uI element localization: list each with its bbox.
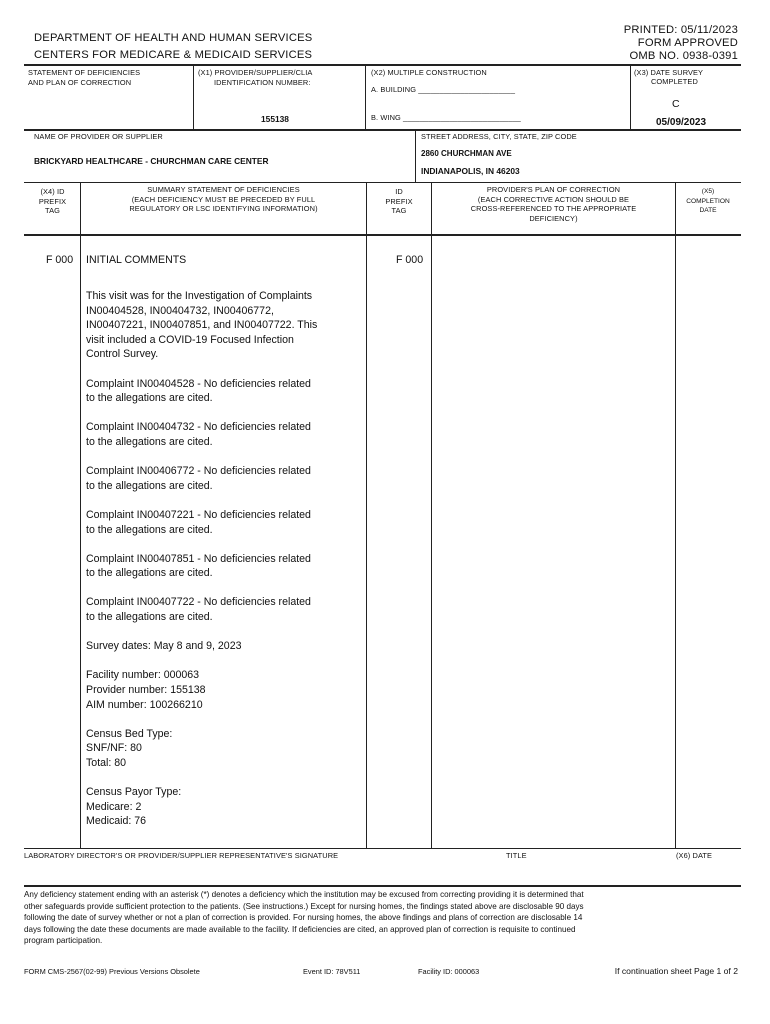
text-line: to the allegations are cited. [86,523,213,536]
text-line: Medicare: 2 [86,800,142,813]
x4-header-line3: TAG [45,206,60,216]
text-line: Complaint IN00406772 - No deficiencies related [86,465,311,478]
text-line: This visit was for the Investigation of Complaints [86,290,313,302]
x3-label-line2: COMPLETED [651,77,698,86]
divider-x3 [630,65,631,129]
survey-completed-date: 05/09/2023 [656,117,707,128]
text-line: Control Survey. [86,348,159,361]
text-line: Facility number: 000063 [86,669,200,682]
paragraph-complaint [86,464,364,493]
divider-tag [80,183,81,848]
paragraph-census-payor [86,785,364,829]
divider-address [415,130,416,182]
omb-number: OMB NO. 0938-0391 [629,50,738,62]
x5-header-line2: COMPLETION [686,197,730,205]
x1-label-line2: IDENTIFICATION NUMBER: [214,77,311,87]
paragraph-census-bed [86,727,364,771]
divider-summary [366,183,367,848]
id-header-line1: ID [395,187,403,196]
provider-name-label: NAME OF PROVIDER OR SUPPLIER [34,132,163,141]
plan-header-line2: (EACH CORRECTIVE ACTION SHOULD BE [477,194,630,204]
text-line: Complaint IN00407851 - No deficiencies related [86,552,311,565]
text-line: Census Payor Type: [86,786,182,799]
form-number: FORM CMS-2567(02-99) Previous Versions Obsolete [24,967,200,976]
top-block-rule [24,129,741,131]
text-line: Provider number: 155138 [86,684,206,697]
x5-header-line1: (X5) [701,188,715,195]
disclaimer-line: program participation. [24,936,103,946]
summary-header-line2: (EACH DEFICIENCY MUST BE PRECEDED BY FULL [131,194,316,204]
text-line: to the allegations are cited. [86,479,213,492]
statement-label [28,68,140,87]
x5-header [676,187,740,216]
divider-x2 [365,65,366,129]
text-line: to the allegations are cited. [86,392,213,405]
text-line: Census Bed Type: [86,727,173,740]
x1-label-line1: (X1) PROVIDER/SUPPLIER/CLIA [198,68,313,77]
x4-header-line2: PREFIX [38,196,67,206]
title-label: TITLE [506,851,527,860]
facility-id: Facility ID: 000063 [418,967,480,976]
text-line: to the allegations are cited. [86,611,213,624]
id-header-line2: PREFIX [385,196,413,206]
paragraph-complaint [86,420,364,449]
wing-line: B. WING ____________________________ [371,113,521,122]
form-approved: FORM APPROVED [637,37,738,49]
signature-rule [24,885,741,887]
paragraph-facility-info [86,668,364,712]
text-line: SNF/NF: 80 [86,742,142,755]
date-label: (X6) DATE [676,851,713,860]
plan-header-line4: DEFICIENCY) [529,213,578,223]
text-line: to the allegations are cited. [86,435,213,448]
disclaimer-line: other safeguards provide sufficient protection to the patients. (See instructions.) Except for nursing homes, the findings stated above are disclosable 90 days [24,901,584,911]
paragraph-complaint [86,552,364,581]
summary-header [81,185,366,214]
text-line: Survey dates: May 8 and 9, 2023 [86,640,242,653]
statement-label-line2: AND PLAN OF CORRECTION [28,77,132,87]
body-bottom-rule [24,848,741,849]
text-line: AIM number: 100266210 [86,698,203,711]
multiple-construction-label: (X2) MULTIPLE CONSTRUCTION [371,68,487,77]
text-line: Complaint IN00407722 - No deficiencies related [86,596,311,609]
city-state-zip: INDIANAPOLIS, IN 46203 [421,166,520,176]
paragraph-survey-dates [86,639,364,654]
continuation-page: If continuation sheet Page 1 of 2 [614,966,738,976]
text-line: visit included a COVID-19 Focused Infection [86,333,294,346]
agency-title: CENTERS FOR MEDICARE & MEDICAID SERVICES [34,49,313,61]
survey-code: C [672,98,680,110]
text-line: IN00407221, IN00407851, and IN00407722. This [86,319,318,332]
paragraph-intro [86,289,364,362]
entry-title: INITIAL COMMENTS [86,254,187,266]
paragraph-complaint [86,508,364,537]
tag-right: F 000 [396,254,424,266]
signature-label: LABORATORY DIRECTOR'S OR PROVIDER/SUPPLIER REPRESENTATIVE'S SIGNATURE [24,851,339,860]
text-line: Complaint IN00404528 - No deficiencies related [86,377,311,390]
provider-block-rule [24,182,741,183]
disclaimer-line: Any deficiency statement ending with an asterisk (*) denotes a deficiency which the institution may be excused from correcting providing it is determined that [24,890,584,899]
id-header-line3: TAG [391,206,407,216]
paragraph-complaint [86,595,364,624]
text-line: Medicaid: 76 [86,815,147,828]
building-line: A. BUILDING _______________________ [371,85,516,94]
column-header-rule [24,234,741,236]
x4-header-line1: (X4) ID [40,187,65,196]
x3-label-line1: (X3) DATE SURVEY [634,68,704,77]
x1-label [198,68,312,87]
provider-number: 155138 [261,114,289,124]
text-line: to the allegations are cited. [86,567,213,580]
tag-left: F 000 [46,254,74,266]
divider-plan [675,183,676,848]
address-label: STREET ADDRESS, CITY, STATE, ZIP CODE [421,132,577,141]
plan-header [432,185,675,223]
summary-header-line1: SUMMARY STATEMENT OF DEFICIENCIES [147,185,300,194]
paragraph-complaint [86,377,364,406]
text-line: Complaint IN00404732 - No deficiencies related [86,421,311,434]
printed-date: PRINTED: 05/11/2023 [623,24,738,36]
form-top-rule [24,64,741,66]
plan-header-line1: PROVIDER'S PLAN OF CORRECTION [486,185,621,194]
x4-header [25,187,80,216]
x5-header-line3: DATE [699,207,717,215]
disclaimer-line: following the date of survey whether or not a plan of correction is provided. For nursing homes, the above findings and plans of correction are disclosable 14 [24,913,583,923]
text-line: IN00404528, IN00404732, IN00406772, [86,304,274,317]
text-line: Total: 80 [86,757,127,769]
summary-header-line3: REGULATORY OR LSC IDENTIFYING INFORMATION) [129,204,318,214]
disclaimer-line: days following the date these documents are made available to the facility. If deficiencies are cited, an approved plan of correction is requisite to continued [24,924,576,934]
provider-name: BRICKYARD HEALTHCARE - CHURCHMAN CARE CENTER [34,156,269,166]
department-title: DEPARTMENT OF HEALTH AND HUMAN SERVICES [34,32,313,44]
divider-x1 [193,65,194,129]
disclaimer [24,889,584,947]
entry-body [86,289,364,844]
text-line: Complaint IN00407221 - No deficiencies related [86,508,311,521]
street-address: 2860 CHURCHMAN AVE [421,149,512,158]
id-header [367,187,431,216]
plan-header-line3: CROSS-REFERENCED TO THE APPROPRIATE [470,204,637,214]
event-id: Event ID: 78V511 [303,967,361,976]
statement-label-line1: STATEMENT OF DEFICIENCIES [28,68,141,77]
divider-id [431,183,432,848]
